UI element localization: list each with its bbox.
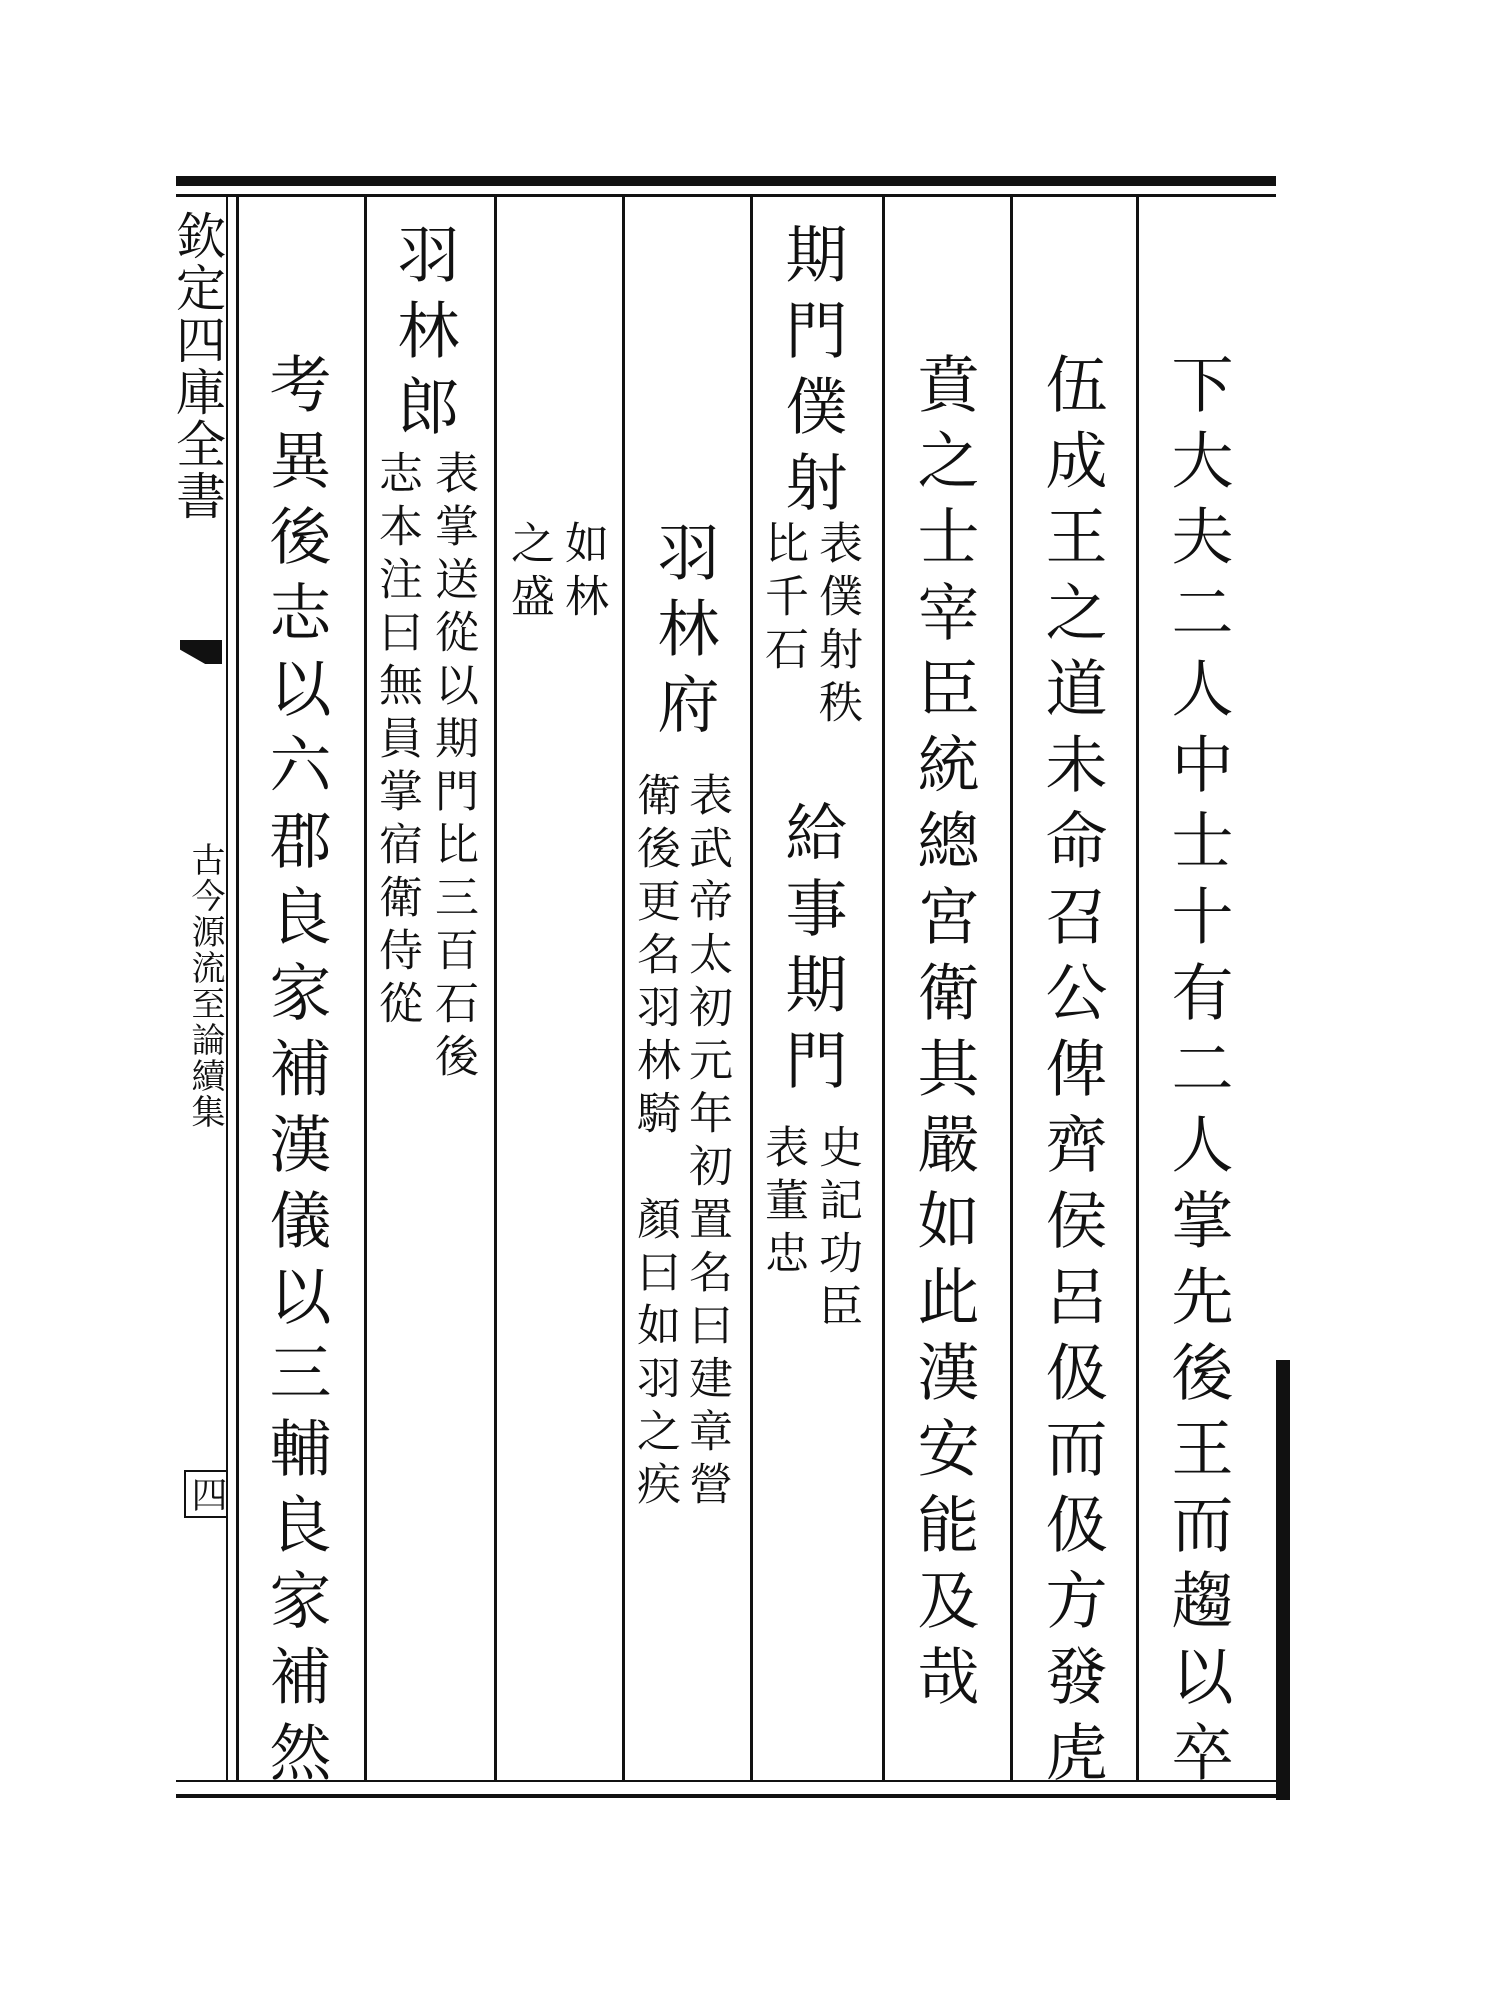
bottom-border <box>176 1794 1276 1798</box>
heading-yulin-lang: 羽林郎 <box>387 222 460 450</box>
text-column-2: 伍成王之道未命召公俾齊侯呂伋而伋方發虎 <box>1035 352 1108 1796</box>
note-right: 如林 <box>557 520 608 626</box>
book-title: 欽定四庫全書 <box>168 210 226 522</box>
divider <box>1010 196 1013 1782</box>
note2-right: 史記功臣 <box>811 1124 862 1336</box>
note-right: 表武帝太初元年初置名曰建章營 <box>681 772 732 1514</box>
note-right: 表掌送從以期門比三百石後 <box>427 450 478 1086</box>
heading-yulin-fu: 羽林府 <box>647 520 720 748</box>
right-heavy-border <box>1276 1360 1290 1800</box>
heading-jishi-qimen: 給事期門 <box>775 800 848 1104</box>
divider <box>750 196 753 1782</box>
note2-left: 表董忠 <box>757 1124 808 1283</box>
divider <box>882 196 885 1782</box>
bottom-border-inner <box>176 1780 1276 1782</box>
fish-tail-marker <box>180 640 222 664</box>
divider <box>364 196 367 1782</box>
note-left: 衛後更名羽林騎 顏曰如羽之疾 <box>629 772 680 1514</box>
divider <box>236 196 239 1782</box>
divider <box>1136 196 1139 1782</box>
heading-qimen-pushe: 期門僕射 <box>775 222 848 526</box>
text-column-3: 賁之士宰臣統總宮衛其嚴如此漢安能及哉 <box>907 352 980 1720</box>
text-column-1: 下大夫二人中士十有二人掌先後王而趨以卒 <box>1161 352 1234 1796</box>
note-right: 表僕射秩 <box>811 520 862 732</box>
edge-divider <box>226 196 228 1782</box>
divider <box>622 196 625 1782</box>
divider <box>494 196 497 1782</box>
note-left: 比千石 <box>757 520 808 679</box>
note-left: 之盛 <box>503 520 554 626</box>
top-border <box>176 176 1276 186</box>
page-number: 四 <box>184 1470 228 1518</box>
work-title: 古今源流至論續集 <box>185 842 225 1130</box>
note-left: 志本注曰無員掌宿衛侍從 <box>371 450 422 1033</box>
text-column-8: 考異後志以六郡良家補漢儀以三輔良家補然 <box>259 352 332 1796</box>
top-border-inner <box>176 194 1276 197</box>
